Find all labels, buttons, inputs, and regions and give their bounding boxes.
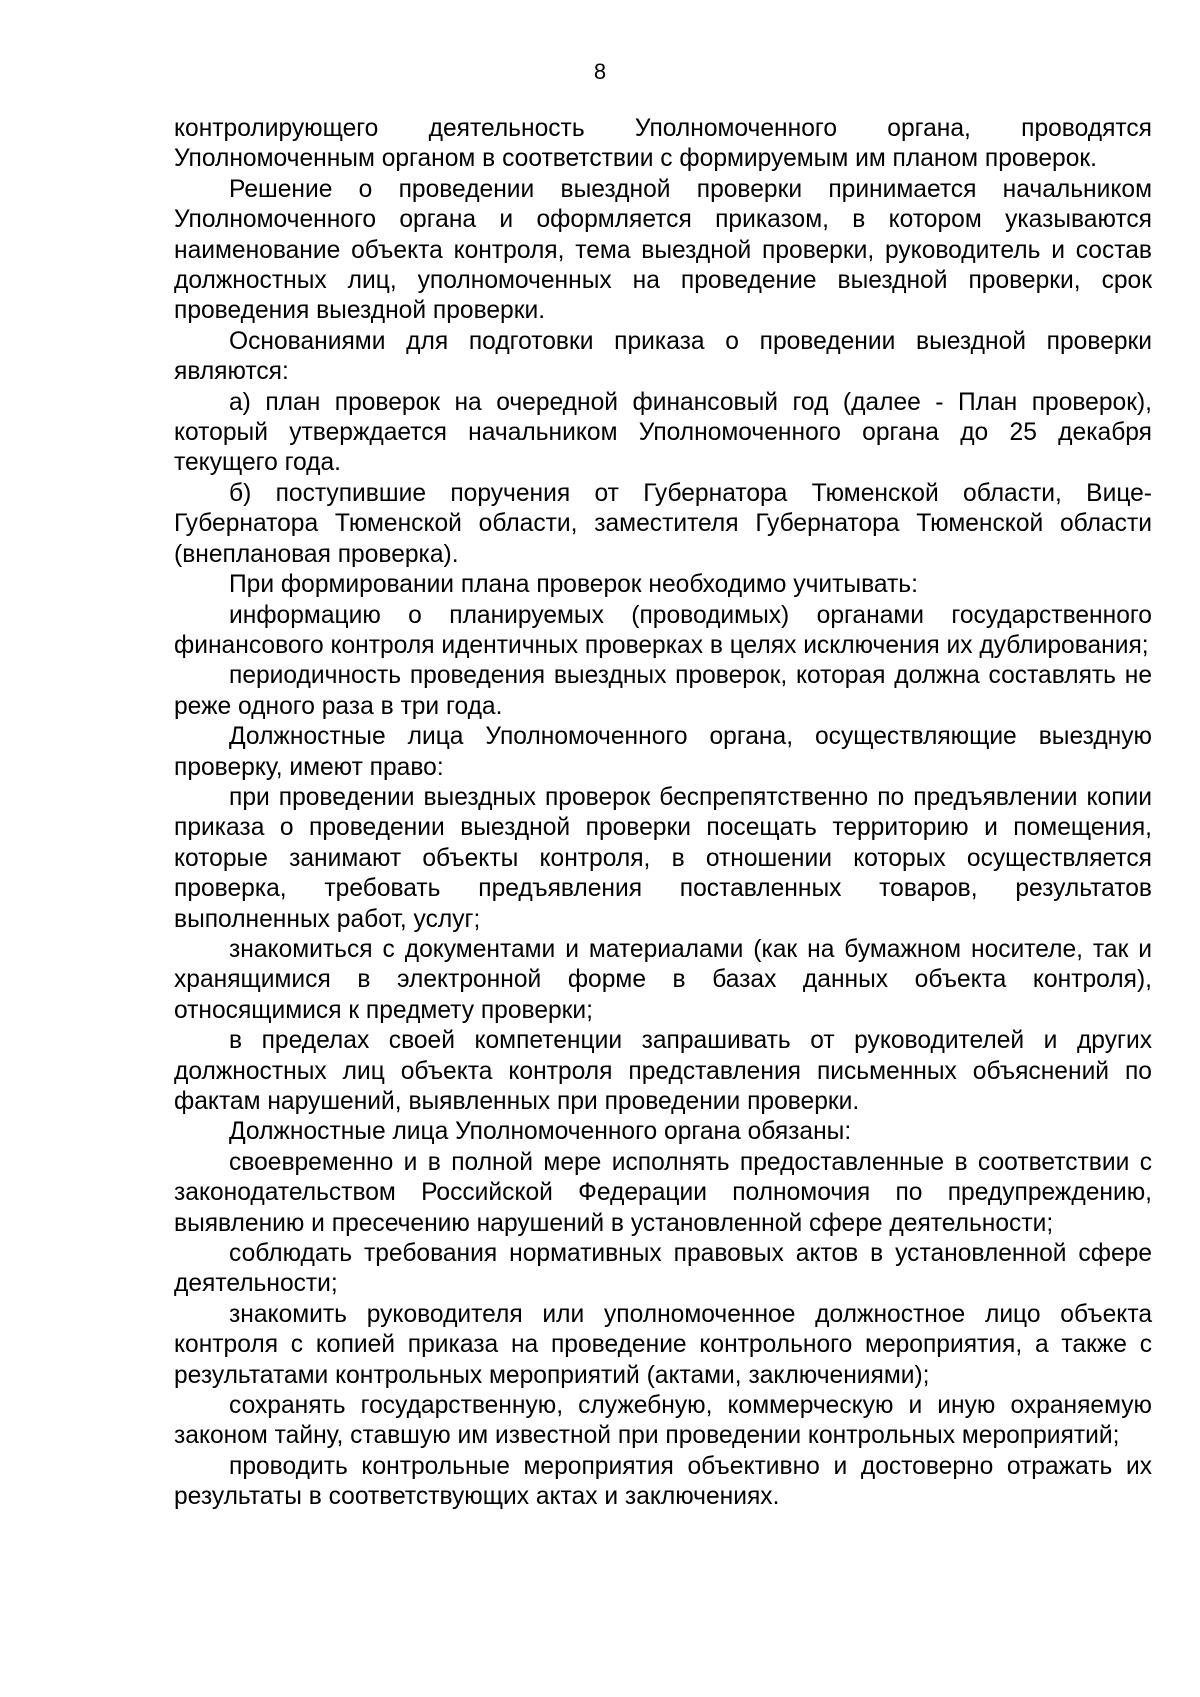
paragraph: а) план проверок на очередной финансовый год (далее - План проверок), который утверждается начальником Уполномоченного органа до 25 декабря текущего года. (174, 388, 1152, 477)
paragraph: своевременно и в полной мере исполнять предоставленные в соответствии с законодательством Российской Федерации полномочия по предупреждению, выявлению и пресечению нарушений в установленной сфере деятельности; (174, 1148, 1152, 1237)
paragraph: сохранять государственную, служебную, коммерческую и иную охраняемую законом тайну, ставшую им известной при проведении контрольных мероприятий; (174, 1392, 1152, 1450)
paragraph: При формировании плана проверок необходимо учитывать: (229, 571, 918, 599)
page-number: 8 (593, 59, 607, 84)
paragraph: проводить контрольные мероприятия объективно и достоверно отражать их результаты в соответствующих актах и заключениях. (174, 1452, 1152, 1511)
paragraph: Решение о проведении выездной проверки принимается начальником Уполномоченного органа и оформляется приказом, в котором указываются наименование объекта контроля, тема выездной проверки, руководитель и состав должностных лиц, уполномоченных на проведение выездной проверки, срок проведения выездной проверки. (174, 175, 1152, 325)
paragraph: Должностные лица Уполномоченного органа, осуществляющие выездную проверку, имеют право: (174, 723, 1152, 781)
paragraph: при проведении выездных проверок беспрепятственно по предъявлении копии приказа о проведении выездной проверки посещать территорию и помещения, которые занимают объекты контроля, в отношении которых осуществляется проверка, требовать предъявления поставленных товаров, результатов выполненных работ, услуг; (174, 783, 1152, 933)
paragraph: периодичность проведения выездных проверок, которая должна составлять не реже одного раза в три года. (174, 662, 1152, 720)
paragraph: Основаниями для подготовки приказа о проведении выездной проверки являются: (174, 327, 1152, 386)
paragraph: Должностные лица Уполномоченного органа обязаны: (229, 1118, 852, 1146)
paragraph: контролирующего деятельность Уполномоченного органа, проводятся Уполномоченным органом в соответствии с формируемым им планом проверок. (174, 115, 1152, 173)
paragraph: знакомиться с документами и материалами (как на бумажном носителе, так и хранящимися в электронной форме в базах данных объекта контроля), относящимися к предмету проверки; (174, 935, 1152, 1024)
paragraph: информацию о планируемых (проводимых) органами государственного финансового контроля идентичных проверках в целях исключения их дублирования; (174, 601, 1152, 659)
paragraph: знакомить руководителя или уполномоченное должностное лицо объекта контроля с копией приказа на проведение контрольного мероприятия, а также с результатами контрольных мероприятий (актами, заключениями); (174, 1300, 1152, 1389)
document-body (174, 114, 1152, 1513)
paragraph: в пределах своей компетенции запрашивать от руководителей и других должностных лиц объекта контроля представления письменных объяснений по фактам нарушений, выявленных при проведении проверки. (174, 1027, 1152, 1115)
paragraph: соблюдать требования нормативных правовых актов в установленной сфере деятельности; (174, 1240, 1152, 1298)
paragraph: б) поступившие поручения от Губернатора Тюменской области, Вице-Губернатора Тюменской области, заместителя Губернатора Тюменской области (внеплановая проверка). (174, 479, 1152, 568)
